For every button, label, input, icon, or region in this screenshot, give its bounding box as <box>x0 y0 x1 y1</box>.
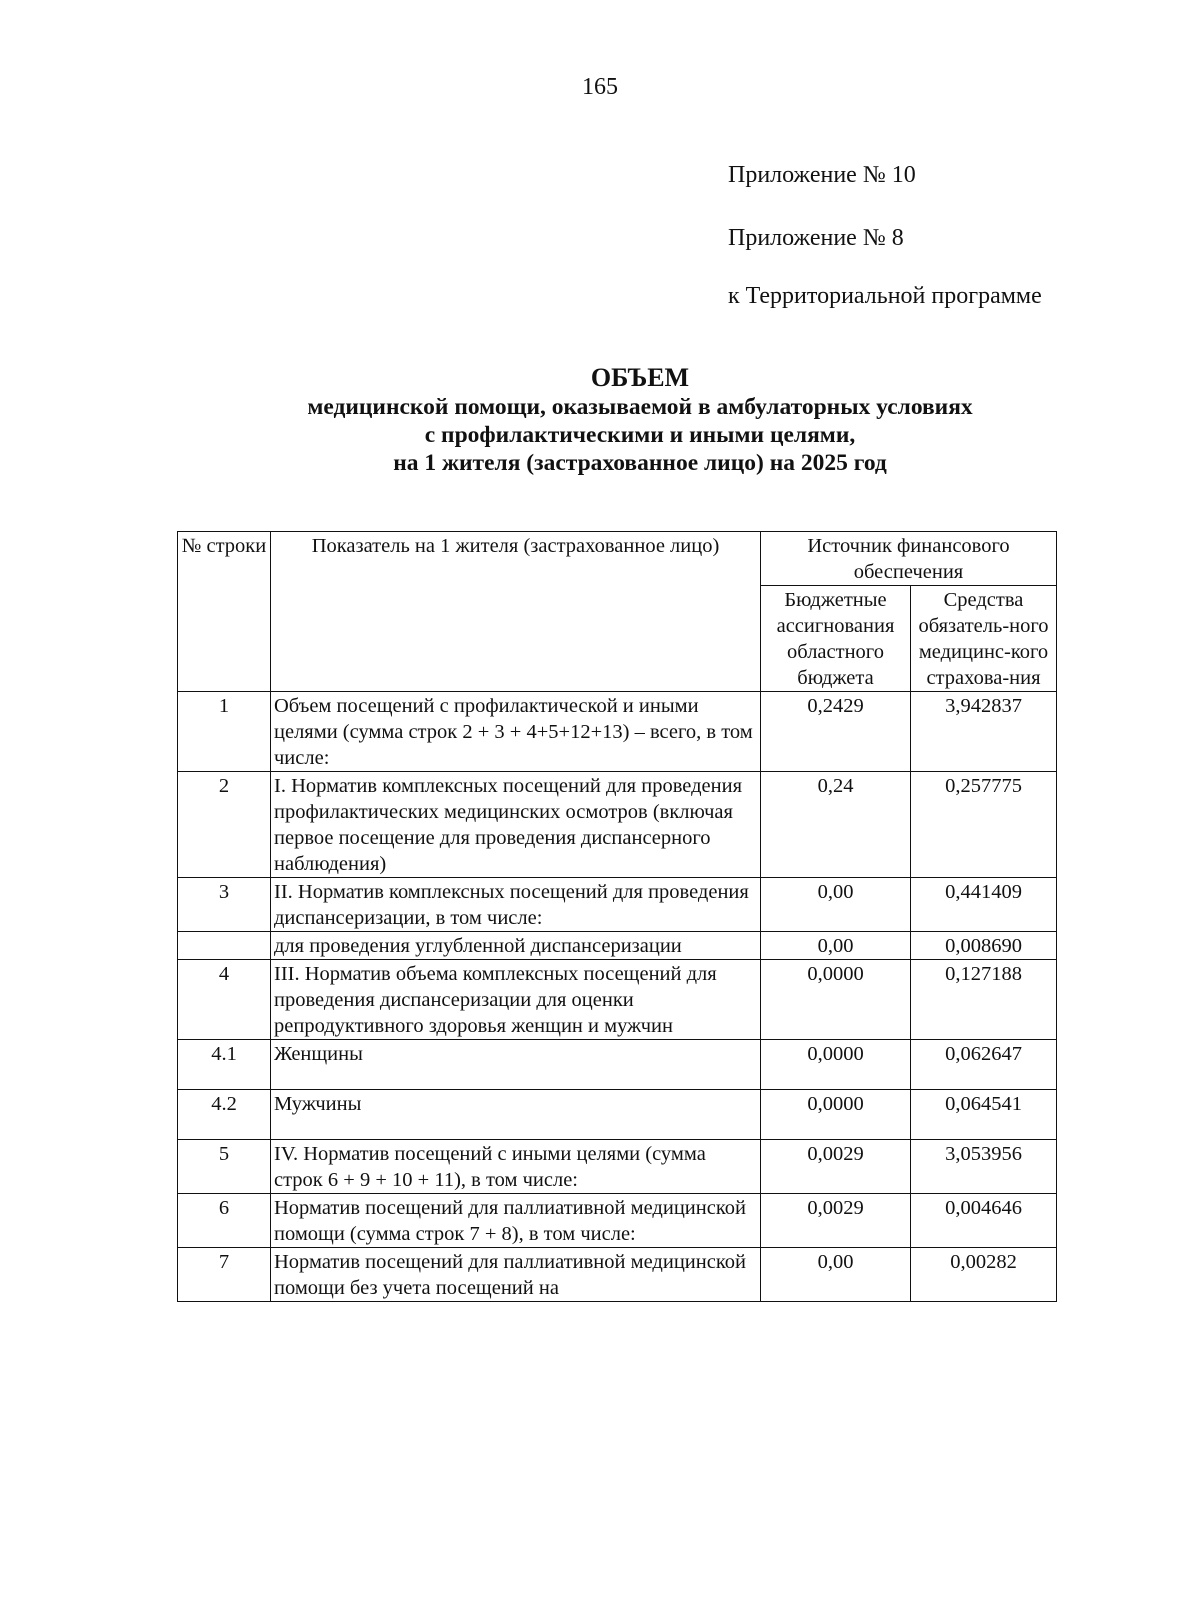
table-row <box>178 960 1057 1040</box>
table-row <box>178 1090 1057 1140</box>
row-number: 7 <box>178 1248 271 1302</box>
title-line-1: медицинской помощи, оказываемой в амбулаторных условиях <box>307 394 973 420</box>
row-indicator: Мужчины <box>271 1090 761 1140</box>
table-header-row <box>178 532 1057 586</box>
row-number <box>178 932 271 960</box>
header-row-number: № строки <box>178 532 271 692</box>
row-oms-value: 0,257775 <box>911 772 1057 878</box>
row-indicator: Женщины <box>271 1040 761 1090</box>
row-indicator: IV. Норматив посещений с иными целями (сумма строк 6 + 9 + 10 + 11), в том числе: <box>271 1140 761 1194</box>
row-oms-value: 0,008690 <box>911 932 1057 960</box>
row-oms-value: 0,004646 <box>911 1194 1057 1248</box>
table-row <box>178 1248 1057 1302</box>
row-oms-value: 3,053956 <box>911 1140 1057 1194</box>
page-number: 165 <box>582 74 618 100</box>
appendix-line-2: Приложение № 8 <box>728 225 904 251</box>
table-row <box>178 1040 1057 1090</box>
row-indicator: Норматив посещений для паллиативной медицинской помощи без учета посещений на <box>271 1248 761 1302</box>
row-number: 3 <box>178 878 271 932</box>
table-row <box>178 772 1057 878</box>
table-row <box>178 878 1057 932</box>
table-row <box>178 1194 1057 1248</box>
row-budget-value: 0,0000 <box>761 1090 911 1140</box>
row-number: 2 <box>178 772 271 878</box>
title-line-2: с профилактическими и иными целями, <box>424 422 856 448</box>
appendix-line-3: к Территориальной программе <box>728 283 1042 309</box>
header-oms: Средства обязатель-ного медицинс-кого страхова-ния <box>911 586 1057 692</box>
row-oms-value: 0,00282 <box>911 1248 1057 1302</box>
row-budget-value: 0,24 <box>761 772 911 878</box>
table-row <box>178 692 1057 772</box>
title-main: ОБЪЕМ <box>590 363 690 392</box>
row-indicator: II. Норматив комплексных посещений для проведения диспансеризации, в том числе: <box>271 878 761 932</box>
row-oms-value: 0,441409 <box>911 878 1057 932</box>
header-indicator: Показатель на 1 жителя (застрахованное лицо) <box>271 532 761 692</box>
row-indicator: I. Норматив комплексных посещений для проведения профилактических медицинских осмотров (включая первое посещение для проведения диспансерного наблюдения) <box>271 772 761 878</box>
row-budget-value: 0,00 <box>761 878 911 932</box>
row-number: 6 <box>178 1194 271 1248</box>
row-indicator: Норматив посещений для паллиативной медицинской помощи (сумма строк 7 + 8), в том числе: <box>271 1194 761 1248</box>
header-budget: Бюджетные ассигнования областного бюджета <box>761 586 911 692</box>
row-oms-value: 0,064541 <box>911 1090 1057 1140</box>
table-row <box>178 932 1057 960</box>
row-number: 4.1 <box>178 1040 271 1090</box>
row-number: 4 <box>178 960 271 1040</box>
row-indicator: III. Норматив объема комплексных посещений для проведения диспансеризации для оценки репродуктивного здоровья женщин и мужчин <box>271 960 761 1040</box>
row-budget-value: 0,0029 <box>761 1194 911 1248</box>
appendix-line-1: Приложение № 10 <box>728 162 916 188</box>
row-oms-value: 0,062647 <box>911 1040 1057 1090</box>
row-budget-value: 0,0000 <box>761 960 911 1040</box>
table-row <box>178 1140 1057 1194</box>
document-title <box>0 363 1200 477</box>
row-number: 1 <box>178 692 271 772</box>
header-funding-source: Источник финансового обеспечения <box>761 532 1057 586</box>
volume-table <box>177 531 1057 1302</box>
row-oms-value: 0,127188 <box>911 960 1057 1040</box>
row-budget-value: 0,0000 <box>761 1040 911 1090</box>
row-budget-value: 0,00 <box>761 932 911 960</box>
row-budget-value: 0,00 <box>761 1248 911 1302</box>
row-budget-value: 0,2429 <box>761 692 911 772</box>
row-indicator: для проведения углубленной диспансеризации <box>271 932 761 960</box>
row-oms-value: 3,942837 <box>911 692 1057 772</box>
row-budget-value: 0,0029 <box>761 1140 911 1194</box>
row-number: 5 <box>178 1140 271 1194</box>
title-line-3: на 1 жителя (застрахованное лицо) на 2025 год <box>393 450 887 476</box>
row-indicator: Объем посещений с профилактической и иными целями (сумма строк 2 + 3 + 4+5+12+13) – всего, в том числе: <box>271 692 761 772</box>
row-number: 4.2 <box>178 1090 271 1140</box>
